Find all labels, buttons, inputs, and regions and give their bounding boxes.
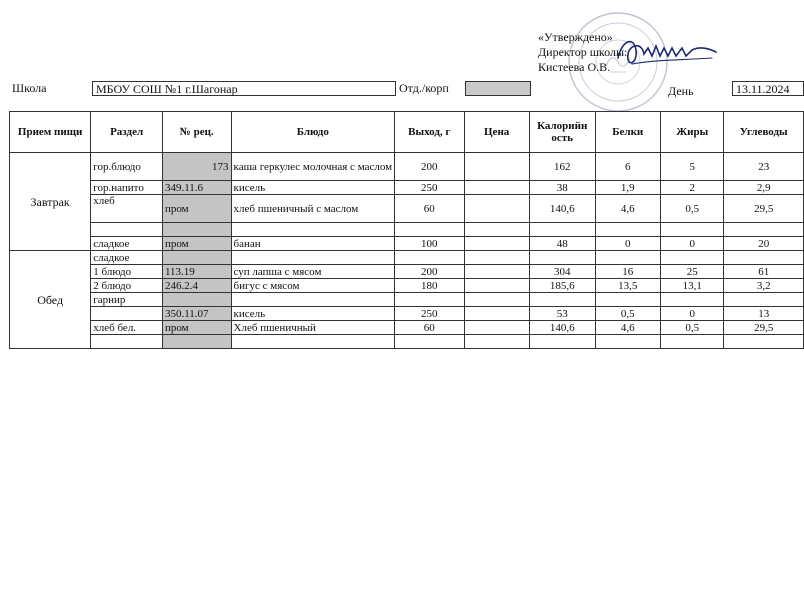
cell-recipe — [162, 223, 231, 237]
cell-carbs: 3,2 — [724, 279, 804, 293]
cell-price — [464, 251, 529, 265]
cell-carbs — [724, 223, 804, 237]
meal-lunch: Обед — [10, 251, 91, 349]
col-header-recipe: № рец. — [162, 112, 231, 153]
cell-carbs — [724, 335, 804, 349]
school-value: МБОУ СОШ №1 г.Шагонар — [92, 81, 396, 96]
table-row — [10, 265, 804, 279]
table-row — [10, 335, 804, 349]
cell-price — [464, 335, 529, 349]
col-header-protein: Белки — [595, 112, 660, 153]
table-header-row — [10, 112, 804, 153]
cell-fat — [660, 335, 723, 349]
cell-section: сладкое — [91, 237, 163, 251]
cell-carbs: 61 — [724, 265, 804, 279]
dept-value — [465, 81, 531, 96]
approval-block — [538, 30, 627, 75]
cell-dish — [231, 293, 395, 307]
day-value: 13.11.2024 — [732, 81, 804, 96]
cell-price — [464, 153, 529, 181]
cell-fat — [660, 251, 723, 265]
table-row — [10, 223, 804, 237]
cell-price — [464, 293, 529, 307]
cell-dish — [231, 335, 395, 349]
cell-calories: 162 — [529, 153, 595, 181]
cell-calories: 304 — [529, 265, 595, 279]
cell-dish: суп лапша с мясом — [231, 265, 395, 279]
cell-dish: кисель — [231, 181, 395, 195]
cell-protein: 4,6 — [595, 321, 660, 335]
cell-fat — [660, 293, 723, 307]
cell-calories: 185,6 — [529, 279, 595, 293]
dept-label: Отд./корп — [399, 81, 449, 95]
cell-calories — [529, 223, 595, 237]
table-row — [10, 153, 804, 181]
cell-carbs — [724, 251, 804, 265]
cell-yield — [395, 223, 464, 237]
cell-section — [91, 307, 163, 321]
cell-carbs: 23 — [724, 153, 804, 181]
cell-yield — [395, 335, 464, 349]
cell-calories: 48 — [529, 237, 595, 251]
cell-recipe: пром — [162, 195, 231, 223]
cell-dish: кисель — [231, 307, 395, 321]
cell-section: гор.напито — [91, 181, 163, 195]
table-row — [10, 321, 804, 335]
cell-protein: 0 — [595, 237, 660, 251]
approval-position: Директор школы: — [538, 45, 628, 59]
cell-yield — [395, 251, 464, 265]
cell-protein: 6 — [595, 153, 660, 181]
cell-carbs: 20 — [724, 237, 804, 251]
cell-carbs — [724, 293, 804, 307]
cell-protein — [595, 223, 660, 237]
cell-calories: 140,6 — [529, 195, 595, 223]
cell-dish: каша геркулес молочная с маслом — [231, 153, 395, 181]
col-header-meal: Прием пищи — [10, 112, 91, 153]
cell-fat: 0 — [660, 307, 723, 321]
cell-yield: 60 — [395, 321, 464, 335]
cell-protein: 0,5 — [595, 307, 660, 321]
cell-protein: 4,6 — [595, 195, 660, 223]
cell-yield: 250 — [395, 307, 464, 321]
cell-fat: 13,1 — [660, 279, 723, 293]
cell-protein: 1,9 — [595, 181, 660, 195]
table-row — [10, 293, 804, 307]
cell-yield — [395, 293, 464, 307]
cell-recipe — [162, 293, 231, 307]
cell-yield: 180 — [395, 279, 464, 293]
menu-table — [9, 111, 804, 349]
cell-yield: 200 — [395, 265, 464, 279]
cell-protein — [595, 335, 660, 349]
cell-recipe — [162, 251, 231, 265]
cell-price — [464, 265, 529, 279]
table-row — [10, 181, 804, 195]
cell-section: хлеб — [91, 195, 163, 223]
school-label: Школа — [12, 81, 47, 95]
cell-calories — [529, 251, 595, 265]
cell-price — [464, 279, 529, 293]
cell-price — [464, 181, 529, 195]
cell-fat — [660, 223, 723, 237]
cell-recipe: 113.19 — [162, 265, 231, 279]
table-row — [10, 195, 804, 223]
table-row — [10, 237, 804, 251]
cell-fat: 2 — [660, 181, 723, 195]
cell-section: гарнир — [91, 293, 163, 307]
table-row — [10, 251, 804, 265]
cell-yield: 100 — [395, 237, 464, 251]
cell-section: 2 блюдо — [91, 279, 163, 293]
cell-recipe: 349.11.6 — [162, 181, 231, 195]
cell-section — [91, 223, 163, 237]
cell-recipe — [162, 335, 231, 349]
col-header-yield: Выход, г — [395, 112, 464, 153]
cell-protein — [595, 251, 660, 265]
cell-section: сладкое — [91, 251, 163, 265]
cell-fat: 0,5 — [660, 321, 723, 335]
cell-carbs: 13 — [724, 307, 804, 321]
cell-calories: 140,6 — [529, 321, 595, 335]
day-label: День — [668, 84, 694, 98]
cell-carbs: 29,5 — [724, 321, 804, 335]
cell-price — [464, 321, 529, 335]
table-row — [10, 279, 804, 293]
cell-dish — [231, 251, 395, 265]
cell-fat: 25 — [660, 265, 723, 279]
col-header-calories: Калорийн ость — [529, 112, 595, 153]
cell-fat: 5 — [660, 153, 723, 181]
cell-recipe: пром — [162, 237, 231, 251]
col-header-section: Раздел — [91, 112, 163, 153]
cell-protein — [595, 293, 660, 307]
cell-dish: бигус с мясом — [231, 279, 395, 293]
meal-breakfast: Завтрак — [10, 153, 91, 251]
approval-title: «Утверждено» — [538, 30, 613, 44]
cell-calories: 53 — [529, 307, 595, 321]
cell-recipe: пром — [162, 321, 231, 335]
cell-calories — [529, 293, 595, 307]
cell-dish: банан — [231, 237, 395, 251]
cell-dish: хлеб пшеничный с маслом — [231, 195, 395, 223]
cell-calories — [529, 335, 595, 349]
table-row — [10, 307, 804, 321]
cell-price — [464, 237, 529, 251]
cell-section: гор.блюдо — [91, 153, 163, 181]
cell-price — [464, 307, 529, 321]
cell-protein: 13,5 — [595, 279, 660, 293]
cell-yield: 250 — [395, 181, 464, 195]
col-header-price: Цена — [464, 112, 529, 153]
approval-name: Кистеева О.В. — [538, 60, 611, 74]
cell-price — [464, 195, 529, 223]
cell-section — [91, 335, 163, 349]
cell-recipe: 246.2.4 — [162, 279, 231, 293]
cell-dish: Хлеб пшеничный — [231, 321, 395, 335]
col-header-fat: Жиры — [660, 112, 723, 153]
cell-yield: 60 — [395, 195, 464, 223]
cell-fat: 0,5 — [660, 195, 723, 223]
cell-recipe: 173 — [162, 153, 231, 181]
cell-yield: 200 — [395, 153, 464, 181]
cell-calories: 38 — [529, 181, 595, 195]
handwritten-signature-icon — [612, 30, 722, 74]
cell-fat: 0 — [660, 237, 723, 251]
cell-price — [464, 223, 529, 237]
cell-carbs: 29,5 — [724, 195, 804, 223]
cell-dish — [231, 223, 395, 237]
cell-carbs: 2,9 — [724, 181, 804, 195]
cell-protein: 16 — [595, 265, 660, 279]
cell-section: хлеб бел. — [91, 321, 163, 335]
cell-recipe: 350.11.07 — [162, 307, 231, 321]
col-header-dish: Блюдо — [231, 112, 395, 153]
cell-section: 1 блюдо — [91, 265, 163, 279]
col-header-carbs: Углеводы — [724, 112, 804, 153]
